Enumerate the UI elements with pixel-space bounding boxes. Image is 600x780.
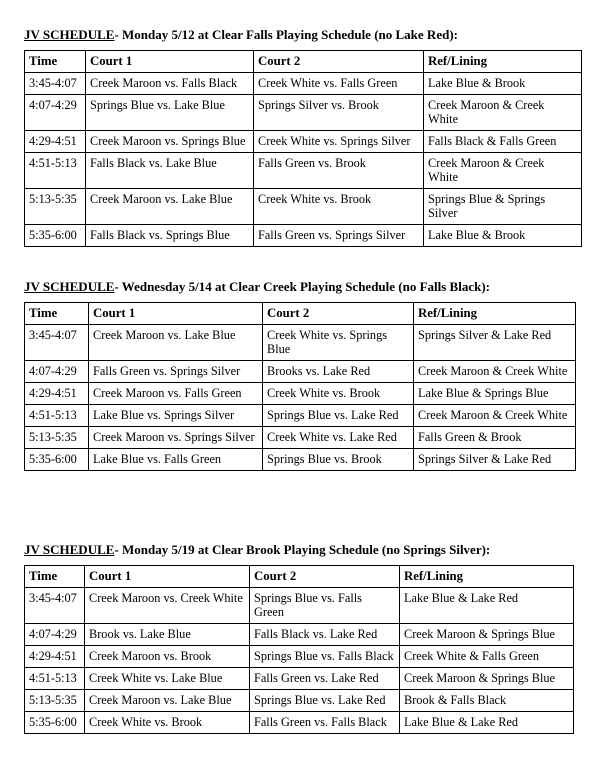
cell-court-1: Brook vs. Lake Blue xyxy=(85,624,250,646)
table-row xyxy=(25,668,574,690)
cell-court-2: Creek White vs. Springs Blue xyxy=(263,325,414,361)
cell-court-1: Creek Maroon vs. Springs Silver xyxy=(89,427,263,449)
cell-ref-lining: Creek Maroon & Springs Blue xyxy=(400,624,574,646)
cell-time: 4:29-4:51 xyxy=(25,131,86,153)
cell-ref-lining: Lake Blue & Brook xyxy=(424,225,582,247)
cell-court-1: Falls Green vs. Springs Silver xyxy=(89,361,263,383)
cell-time: 4:51-5:13 xyxy=(25,405,89,427)
table-row xyxy=(25,690,574,712)
cell-time: 4:51-5:13 xyxy=(25,153,86,189)
cell-time: 4:29-4:51 xyxy=(25,646,85,668)
table-row xyxy=(25,361,576,383)
cell-court-2: Creek White vs. Brook xyxy=(263,383,414,405)
cell-ref-lining: Falls Black & Falls Green xyxy=(424,131,582,153)
cell-court-2: Creek White vs. Lake Red xyxy=(263,427,414,449)
table-row xyxy=(25,624,574,646)
cell-ref-lining: Brook & Falls Black xyxy=(400,690,574,712)
cell-court-1: Creek White vs. Lake Blue xyxy=(85,668,250,690)
cell-ref-lining: Creek Maroon & Creek White xyxy=(424,95,582,131)
table-row xyxy=(25,73,582,95)
cell-time: 3:45-4:07 xyxy=(25,73,86,95)
cell-court-2: Creek White vs. Brook xyxy=(254,189,424,225)
cell-court-2: Falls Black vs. Lake Red xyxy=(250,624,400,646)
column-header-time: Time xyxy=(25,566,85,588)
column-header-court-2: Court 2 xyxy=(254,51,424,73)
cell-court-1: Creek Maroon vs. Creek White xyxy=(85,588,250,624)
table-row xyxy=(25,405,576,427)
schedule-2-heading xyxy=(24,279,490,295)
cell-court-2: Springs Silver vs. Brook xyxy=(254,95,424,131)
cell-time: 4:29-4:51 xyxy=(25,383,89,405)
cell-court-1: Creek Maroon vs. Falls Green xyxy=(89,383,263,405)
cell-time: 4:07-4:29 xyxy=(25,624,85,646)
column-header-ref-lining: Ref/Lining xyxy=(400,566,574,588)
column-header-court-2: Court 2 xyxy=(263,303,414,325)
cell-court-1: Creek Maroon vs. Springs Blue xyxy=(86,131,254,153)
cell-court-1: Lake Blue vs. Falls Green xyxy=(89,449,263,471)
cell-time: 5:13-5:35 xyxy=(25,690,85,712)
cell-time: 4:07-4:29 xyxy=(25,361,89,383)
cell-court-1: Creek White vs. Brook xyxy=(85,712,250,734)
cell-court-2: Falls Green vs. Springs Silver xyxy=(254,225,424,247)
cell-court-1: Creek Maroon vs. Lake Blue xyxy=(89,325,263,361)
schedule-1-table xyxy=(24,50,582,247)
cell-court-1: Creek Maroon vs. Brook xyxy=(85,646,250,668)
cell-court-1: Creek Maroon vs. Falls Black xyxy=(86,73,254,95)
column-header-time: Time xyxy=(25,51,86,73)
table-header-row xyxy=(25,303,576,325)
table-row xyxy=(25,449,576,471)
cell-court-2: Creek White vs. Springs Silver xyxy=(254,131,424,153)
cell-time: 5:35-6:00 xyxy=(25,225,86,247)
table-row xyxy=(25,383,576,405)
column-header-ref-lining: Ref/Lining xyxy=(424,51,582,73)
cell-court-2: Falls Green vs. Brook xyxy=(254,153,424,189)
cell-court-2: Falls Green vs. Falls Black xyxy=(250,712,400,734)
cell-ref-lining: Springs Blue & Springs Silver xyxy=(424,189,582,225)
schedule-1-heading xyxy=(24,27,458,43)
schedule-3-heading-prefix: JV SCHEDULE xyxy=(24,542,115,557)
table-row xyxy=(25,95,582,131)
column-header-court-2: Court 2 xyxy=(250,566,400,588)
schedule-2-heading-prefix: JV SCHEDULE xyxy=(24,279,115,294)
cell-ref-lining: Lake Blue & Brook xyxy=(424,73,582,95)
cell-ref-lining: Creek Maroon & Creek White xyxy=(414,405,576,427)
cell-court-2: Brooks vs. Lake Red xyxy=(263,361,414,383)
cell-ref-lining: Springs Silver & Lake Red xyxy=(414,325,576,361)
table-row xyxy=(25,225,582,247)
cell-time: 5:35-6:00 xyxy=(25,712,85,734)
cell-ref-lining: Springs Silver & Lake Red xyxy=(414,449,576,471)
cell-ref-lining: Lake Blue & Lake Red xyxy=(400,588,574,624)
cell-time: 3:45-4:07 xyxy=(25,325,89,361)
cell-court-1: Falls Black vs. Springs Blue xyxy=(86,225,254,247)
cell-ref-lining: Lake Blue & Springs Blue xyxy=(414,383,576,405)
table-row xyxy=(25,427,576,449)
cell-court-2: Springs Blue vs. Lake Red xyxy=(263,405,414,427)
cell-ref-lining: Falls Green & Brook xyxy=(414,427,576,449)
schedule-3-table xyxy=(24,565,574,734)
cell-court-1: Creek Maroon vs. Lake Blue xyxy=(85,690,250,712)
column-header-ref-lining: Ref/Lining xyxy=(414,303,576,325)
cell-court-1: Springs Blue vs. Lake Blue xyxy=(86,95,254,131)
table-header-row xyxy=(25,51,582,73)
schedule-2-table xyxy=(24,302,576,471)
schedule-3-heading xyxy=(24,542,490,558)
cell-time: 5:35-6:00 xyxy=(25,449,89,471)
cell-ref-lining: Creek Maroon & Creek White xyxy=(414,361,576,383)
table-row xyxy=(25,131,582,153)
cell-court-1: Creek Maroon vs. Lake Blue xyxy=(86,189,254,225)
cell-ref-lining: Lake Blue & Lake Red xyxy=(400,712,574,734)
cell-court-1: Falls Black vs. Lake Blue xyxy=(86,153,254,189)
table-row xyxy=(25,646,574,668)
cell-time: 5:13-5:35 xyxy=(25,189,86,225)
table-row xyxy=(25,325,576,361)
cell-ref-lining: Creek Maroon & Creek White xyxy=(424,153,582,189)
column-header-time: Time xyxy=(25,303,89,325)
cell-court-1: Lake Blue vs. Springs Silver xyxy=(89,405,263,427)
schedule-3-heading-rest: - Monday 5/19 at Clear Brook Playing Schedule (no Springs Silver): xyxy=(114,542,491,557)
cell-time: 3:45-4:07 xyxy=(25,588,85,624)
column-header-court-1: Court 1 xyxy=(85,566,250,588)
cell-court-2: Creek White vs. Falls Green xyxy=(254,73,424,95)
cell-time: 4:51-5:13 xyxy=(25,668,85,690)
cell-court-2: Springs Blue vs. Falls Black xyxy=(250,646,400,668)
column-header-court-1: Court 1 xyxy=(86,51,254,73)
cell-court-2: Springs Blue vs. Brook xyxy=(263,449,414,471)
cell-ref-lining: Creek Maroon & Springs Blue xyxy=(400,668,574,690)
schedule-2-heading-rest: - Wednesday 5/14 at Clear Creek Playing Schedule (no Falls Black): xyxy=(114,279,491,294)
cell-court-2: Springs Blue vs. Lake Red xyxy=(250,690,400,712)
cell-time: 5:13-5:35 xyxy=(25,427,89,449)
column-header-court-1: Court 1 xyxy=(89,303,263,325)
cell-court-2: Springs Blue vs. Falls Green xyxy=(250,588,400,624)
table-header-row xyxy=(25,566,574,588)
schedule-1-heading-rest: - Monday 5/12 at Clear Falls Playing Schedule (no Lake Red): xyxy=(114,27,458,42)
table-row xyxy=(25,189,582,225)
table-row xyxy=(25,712,574,734)
schedule-1-heading-prefix: JV SCHEDULE xyxy=(24,27,115,42)
table-row xyxy=(25,153,582,189)
cell-court-2: Falls Green vs. Lake Red xyxy=(250,668,400,690)
table-row xyxy=(25,588,574,624)
cell-time: 4:07-4:29 xyxy=(25,95,86,131)
cell-ref-lining: Creek White & Falls Green xyxy=(400,646,574,668)
